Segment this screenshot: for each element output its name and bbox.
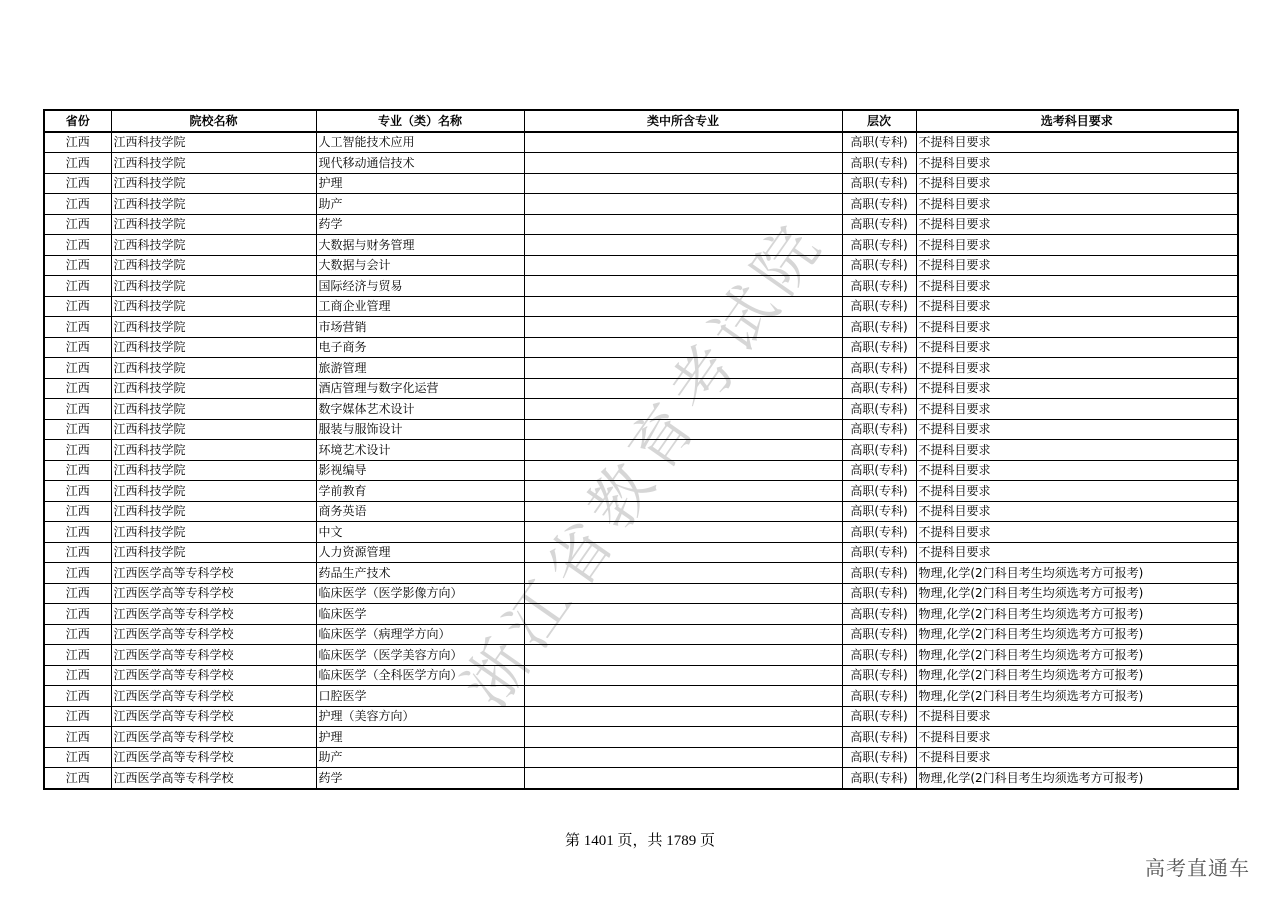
cell-included-majors — [524, 686, 842, 707]
cell-major: 临床医学（医学影像方向） — [316, 583, 524, 604]
table-row — [44, 194, 1238, 215]
cell-province: 江西 — [44, 768, 111, 789]
brand-logo-text: 高考直通车 — [1145, 856, 1250, 880]
cell-included-majors — [524, 727, 842, 748]
cell-included-majors — [524, 358, 842, 379]
cell-included-majors — [524, 255, 842, 276]
cell-included-majors — [524, 563, 842, 584]
cell-major: 临床医学（全科医学方向） — [316, 665, 524, 686]
cell-province: 江西 — [44, 542, 111, 563]
cell-included-majors — [524, 747, 842, 768]
cell-school: 江西医学高等专科学校 — [111, 706, 316, 727]
cell-subject-requirement: 不提科目要求 — [916, 317, 1238, 338]
cell-included-majors — [524, 399, 842, 420]
cell-school: 江西医学高等专科学校 — [111, 645, 316, 666]
cell-province: 江西 — [44, 583, 111, 604]
cell-included-majors — [524, 604, 842, 625]
cell-school: 江西科技学院 — [111, 173, 316, 194]
table-row — [44, 276, 1238, 297]
table-row — [44, 460, 1238, 481]
table-row — [44, 686, 1238, 707]
cell-major: 大数据与会计 — [316, 255, 524, 276]
cell-school: 江西科技学院 — [111, 378, 316, 399]
cell-included-majors — [524, 235, 842, 256]
cell-subject-requirement: 不提科目要求 — [916, 542, 1238, 563]
cell-major: 商务英语 — [316, 501, 524, 522]
table-row — [44, 583, 1238, 604]
cell-school: 江西医学高等专科学校 — [111, 768, 316, 789]
cell-included-majors — [524, 440, 842, 461]
cell-major: 护理 — [316, 727, 524, 748]
cell-school: 江西科技学院 — [111, 317, 316, 338]
cell-major: 大数据与财务管理 — [316, 235, 524, 256]
cell-major: 环境艺术设计 — [316, 440, 524, 461]
cell-level: 高职(专科) — [842, 276, 916, 297]
cell-major: 国际经济与贸易 — [316, 276, 524, 297]
table-row — [44, 542, 1238, 563]
cell-included-majors — [524, 645, 842, 666]
cell-province: 江西 — [44, 317, 111, 338]
cell-province: 江西 — [44, 604, 111, 625]
cell-school: 江西医学高等专科学校 — [111, 583, 316, 604]
table-row — [44, 255, 1238, 276]
cell-subject-requirement: 不提科目要求 — [916, 522, 1238, 543]
cell-province: 江西 — [44, 276, 111, 297]
cell-province: 江西 — [44, 296, 111, 317]
table-row — [44, 378, 1238, 399]
cell-level: 高职(专科) — [842, 563, 916, 584]
cell-major: 临床医学（医学美容方向） — [316, 645, 524, 666]
cell-province: 江西 — [44, 399, 111, 420]
cell-school: 江西科技学院 — [111, 255, 316, 276]
table-row — [44, 563, 1238, 584]
cell-major: 现代移动通信技术 — [316, 153, 524, 174]
cell-province: 江西 — [44, 747, 111, 768]
cell-major: 工商企业管理 — [316, 296, 524, 317]
table-row — [44, 214, 1238, 235]
cell-included-majors — [524, 214, 842, 235]
table-row — [44, 337, 1238, 358]
cell-province: 江西 — [44, 358, 111, 379]
cell-province: 江西 — [44, 255, 111, 276]
cell-subject-requirement: 物理,化学(2门科目考生均须选考方可报考) — [916, 768, 1238, 789]
table-row — [44, 296, 1238, 317]
cell-major: 人力资源管理 — [316, 542, 524, 563]
cell-school: 江西医学高等专科学校 — [111, 747, 316, 768]
cell-school: 江西科技学院 — [111, 132, 316, 153]
cell-subject-requirement: 不提科目要求 — [916, 378, 1238, 399]
cell-major: 酒店管理与数字化运营 — [316, 378, 524, 399]
cell-included-majors — [524, 276, 842, 297]
cell-level: 高职(专科) — [842, 399, 916, 420]
cell-level: 高职(专科) — [842, 768, 916, 789]
cell-level: 高职(专科) — [842, 153, 916, 174]
cell-level: 高职(专科) — [842, 173, 916, 194]
cell-included-majors — [524, 317, 842, 338]
table-row — [44, 317, 1238, 338]
cell-province: 江西 — [44, 440, 111, 461]
cell-major: 临床医学 — [316, 604, 524, 625]
cell-major: 电子商务 — [316, 337, 524, 358]
cell-subject-requirement: 不提科目要求 — [916, 235, 1238, 256]
cell-subject-requirement: 不提科目要求 — [916, 358, 1238, 379]
table-row — [44, 358, 1238, 379]
cell-major: 影视编导 — [316, 460, 524, 481]
cell-school: 江西医学高等专科学校 — [111, 563, 316, 584]
cell-major: 数字媒体艺术设计 — [316, 399, 524, 420]
cell-subject-requirement: 物理,化学(2门科目考生均须选考方可报考) — [916, 665, 1238, 686]
cell-level: 高职(专科) — [842, 747, 916, 768]
cell-school: 江西科技学院 — [111, 542, 316, 563]
cell-province: 江西 — [44, 173, 111, 194]
cell-school: 江西科技学院 — [111, 460, 316, 481]
cell-province: 江西 — [44, 624, 111, 645]
cell-school: 江西科技学院 — [111, 440, 316, 461]
cell-level: 高职(专科) — [842, 235, 916, 256]
cell-province: 江西 — [44, 214, 111, 235]
admission-table — [43, 109, 1239, 790]
cell-province: 江西 — [44, 194, 111, 215]
cell-included-majors — [524, 153, 842, 174]
cell-level: 高职(专科) — [842, 358, 916, 379]
cell-school: 江西科技学院 — [111, 399, 316, 420]
cell-school: 江西科技学院 — [111, 214, 316, 235]
cell-included-majors — [524, 337, 842, 358]
cell-major: 中文 — [316, 522, 524, 543]
cell-subject-requirement: 不提科目要求 — [916, 214, 1238, 235]
cell-major: 市场营销 — [316, 317, 524, 338]
cell-school: 江西医学高等专科学校 — [111, 686, 316, 707]
cell-province: 江西 — [44, 481, 111, 502]
cell-level: 高职(专科) — [842, 583, 916, 604]
cell-major: 助产 — [316, 747, 524, 768]
cell-subject-requirement: 不提科目要求 — [916, 337, 1238, 358]
cell-province: 江西 — [44, 645, 111, 666]
cell-included-majors — [524, 583, 842, 604]
cell-subject-requirement: 不提科目要求 — [916, 481, 1238, 502]
table-row — [44, 153, 1238, 174]
cell-province: 江西 — [44, 563, 111, 584]
cell-level: 高职(专科) — [842, 194, 916, 215]
cell-level: 高职(专科) — [842, 440, 916, 461]
cell-included-majors — [524, 419, 842, 440]
table-header-row — [44, 110, 1238, 132]
cell-major: 口腔医学 — [316, 686, 524, 707]
cell-included-majors — [524, 542, 842, 563]
table-row — [44, 645, 1238, 666]
cell-level: 高职(专科) — [842, 317, 916, 338]
cell-subject-requirement: 不提科目要求 — [916, 153, 1238, 174]
cell-school: 江西科技学院 — [111, 358, 316, 379]
table-row — [44, 727, 1238, 748]
cell-school: 江西科技学院 — [111, 235, 316, 256]
cell-level: 高职(专科) — [842, 686, 916, 707]
cell-major: 服装与服饰设计 — [316, 419, 524, 440]
cell-major: 学前教育 — [316, 481, 524, 502]
cell-level: 高职(专科) — [842, 501, 916, 522]
cell-level: 高职(专科) — [842, 727, 916, 748]
cell-level: 高职(专科) — [842, 296, 916, 317]
cell-level: 高职(专科) — [842, 706, 916, 727]
cell-province: 江西 — [44, 727, 111, 748]
cell-included-majors — [524, 768, 842, 789]
table-row — [44, 768, 1238, 789]
cell-subject-requirement: 物理,化学(2门科目考生均须选考方可报考) — [916, 563, 1238, 584]
table-row — [44, 665, 1238, 686]
cell-included-majors — [524, 706, 842, 727]
cell-included-majors — [524, 194, 842, 215]
cell-province: 江西 — [44, 235, 111, 256]
cell-school: 江西科技学院 — [111, 481, 316, 502]
cell-school: 江西科技学院 — [111, 276, 316, 297]
cell-subject-requirement: 不提科目要求 — [916, 296, 1238, 317]
table-row — [44, 706, 1238, 727]
cell-level: 高职(专科) — [842, 378, 916, 399]
table-row — [44, 604, 1238, 625]
cell-included-majors — [524, 501, 842, 522]
cell-subject-requirement: 不提科目要求 — [916, 727, 1238, 748]
table-row — [44, 481, 1238, 502]
cell-subject-requirement: 物理,化学(2门科目考生均须选考方可报考) — [916, 686, 1238, 707]
cell-included-majors — [524, 481, 842, 502]
cell-included-majors — [524, 173, 842, 194]
cell-school: 江西科技学院 — [111, 194, 316, 215]
cell-school: 江西科技学院 — [111, 337, 316, 358]
cell-level: 高职(专科) — [842, 604, 916, 625]
cell-province: 江西 — [44, 706, 111, 727]
cell-major: 旅游管理 — [316, 358, 524, 379]
cell-major: 助产 — [316, 194, 524, 215]
cell-subject-requirement: 物理,化学(2门科目考生均须选考方可报考) — [916, 624, 1238, 645]
cell-included-majors — [524, 296, 842, 317]
table-row — [44, 747, 1238, 768]
cell-subject-requirement: 不提科目要求 — [916, 501, 1238, 522]
table-row — [44, 173, 1238, 194]
cell-school: 江西科技学院 — [111, 153, 316, 174]
cell-included-majors — [524, 665, 842, 686]
cell-province: 江西 — [44, 665, 111, 686]
cell-level: 高职(专科) — [842, 665, 916, 686]
cell-subject-requirement: 不提科目要求 — [916, 194, 1238, 215]
cell-school: 江西医学高等专科学校 — [111, 604, 316, 625]
cell-province: 江西 — [44, 378, 111, 399]
cell-level: 高职(专科) — [842, 542, 916, 563]
cell-subject-requirement: 不提科目要求 — [916, 173, 1238, 194]
table-row — [44, 501, 1238, 522]
cell-level: 高职(专科) — [842, 624, 916, 645]
cell-included-majors — [524, 378, 842, 399]
cell-level: 高职(专科) — [842, 522, 916, 543]
header-province: 省份 — [44, 110, 111, 132]
cell-major: 药学 — [316, 214, 524, 235]
cell-subject-requirement: 不提科目要求 — [916, 460, 1238, 481]
cell-level: 高职(专科) — [842, 255, 916, 276]
cell-included-majors — [524, 460, 842, 481]
cell-school: 江西医学高等专科学校 — [111, 624, 316, 645]
header-level: 层次 — [842, 110, 916, 132]
cell-major: 药品生产技术 — [316, 563, 524, 584]
header-subject-requirement: 选考科目要求 — [916, 110, 1238, 132]
table-row — [44, 132, 1238, 153]
cell-subject-requirement: 不提科目要求 — [916, 255, 1238, 276]
cell-level: 高职(专科) — [842, 132, 916, 153]
table-row — [44, 235, 1238, 256]
cell-province: 江西 — [44, 522, 111, 543]
header-school: 院校名称 — [111, 110, 316, 132]
cell-major: 临床医学（病理学方向） — [316, 624, 524, 645]
cell-school: 江西医学高等专科学校 — [111, 727, 316, 748]
table-row — [44, 399, 1238, 420]
cell-province: 江西 — [44, 686, 111, 707]
cell-school: 江西科技学院 — [111, 501, 316, 522]
cell-province: 江西 — [44, 460, 111, 481]
header-included-majors: 类中所含专业 — [524, 110, 842, 132]
table-row — [44, 419, 1238, 440]
cell-province: 江西 — [44, 132, 111, 153]
cell-province: 江西 — [44, 501, 111, 522]
cell-level: 高职(专科) — [842, 481, 916, 502]
cell-level: 高职(专科) — [842, 460, 916, 481]
cell-subject-requirement: 不提科目要求 — [916, 706, 1238, 727]
header-major: 专业（类）名称 — [316, 110, 524, 132]
cell-subject-requirement: 物理,化学(2门科目考生均须选考方可报考) — [916, 583, 1238, 604]
cell-school: 江西医学高等专科学校 — [111, 665, 316, 686]
cell-major: 护理 — [316, 173, 524, 194]
cell-included-majors — [524, 522, 842, 543]
cell-subject-requirement: 物理,化学(2门科目考生均须选考方可报考) — [916, 645, 1238, 666]
cell-school: 江西科技学院 — [111, 296, 316, 317]
cell-school: 江西科技学院 — [111, 419, 316, 440]
cell-subject-requirement: 不提科目要求 — [916, 399, 1238, 420]
cell-subject-requirement: 不提科目要求 — [916, 276, 1238, 297]
cell-subject-requirement: 不提科目要求 — [916, 419, 1238, 440]
cell-subject-requirement: 不提科目要求 — [916, 440, 1238, 461]
cell-level: 高职(专科) — [842, 419, 916, 440]
cell-subject-requirement: 不提科目要求 — [916, 132, 1238, 153]
cell-province: 江西 — [44, 419, 111, 440]
cell-province: 江西 — [44, 337, 111, 358]
table-row — [44, 522, 1238, 543]
table-row — [44, 624, 1238, 645]
cell-level: 高职(专科) — [842, 214, 916, 235]
cell-level: 高职(专科) — [842, 337, 916, 358]
page-number: 第 1401 页，共 1789 页 — [564, 833, 715, 849]
cell-subject-requirement: 不提科目要求 — [916, 747, 1238, 768]
cell-level: 高职(专科) — [842, 645, 916, 666]
cell-included-majors — [524, 132, 842, 153]
watermark: 浙江省教育考试院 — [449, 206, 840, 720]
cell-major: 护理（美容方向） — [316, 706, 524, 727]
cell-school: 江西科技学院 — [111, 522, 316, 543]
cell-included-majors — [524, 624, 842, 645]
table-row — [44, 440, 1238, 461]
cell-major: 药学 — [316, 768, 524, 789]
cell-major: 人工智能技术应用 — [316, 132, 524, 153]
cell-subject-requirement: 物理,化学(2门科目考生均须选考方可报考) — [916, 604, 1238, 625]
cell-province: 江西 — [44, 153, 111, 174]
